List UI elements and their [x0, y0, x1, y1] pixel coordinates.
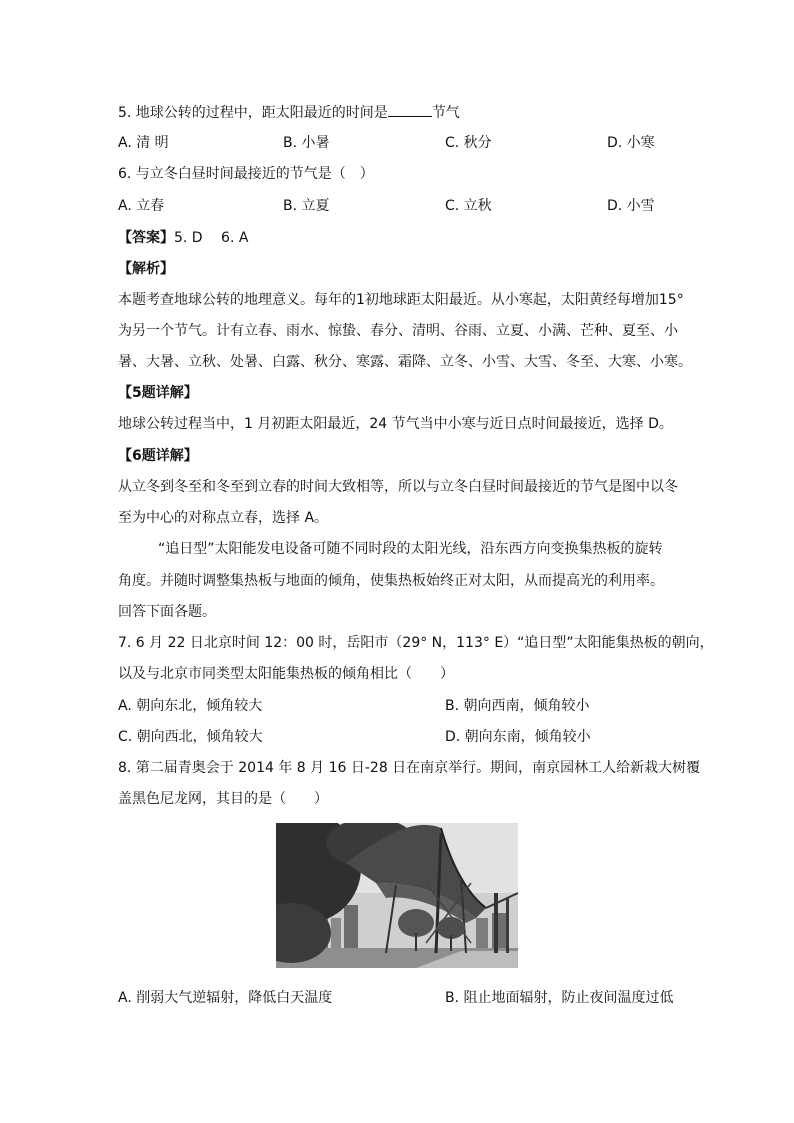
analysis-line: 为另一个节气。计有立春、雨水、惊蛰、春分、清明、谷雨、立夏、小满、芒种、夏至、小	[118, 323, 678, 339]
detail6-line: 从立冬到冬至和冬至到立春的时间大致相等，所以与立冬白昼时间最接近的节气是图中以冬	[118, 479, 678, 495]
q7-option-d: D. 朝向东南，倾角较小	[445, 729, 591, 745]
q8-option-b: B. 阻止地面辐射，防止夜间温度过低	[445, 990, 674, 1006]
passage-line: “追日型”太阳能发电设备可随不同时段的太阳光线，沿东西方向变换集热板的旋转	[158, 541, 663, 557]
q6-option-b: B. 立夏	[283, 198, 330, 214]
q6-option-c: C. 立秋	[445, 198, 492, 214]
answer-text: 5. D 6. A	[174, 230, 249, 246]
q7-option-c: C. 朝向西北，倾角较大	[118, 729, 263, 745]
q8-stem-line: 盖黑色尼龙网，其目的是（ ）	[118, 791, 328, 807]
detail6-heading: 【6题详解】	[118, 448, 198, 464]
passage-line: 回答下面各题。	[118, 604, 216, 620]
q7-stem-line: 7. 6 月 22 日北京时间 12：00 时，岳阳市（29° N，113° E）“追日型”太阳能集热板的朝向，	[118, 635, 714, 651]
q8-option-a: A. 削弱大气逆辐射，降低白天温度	[118, 990, 333, 1006]
q6-option-d: D. 小雪	[607, 198, 655, 214]
analysis-line: 本题考查地球公转的地理意义。每年的1初地球距太阳最近。从小寒起，太阳黄经每增加15°	[118, 292, 684, 308]
q5-answer-blank	[388, 102, 432, 117]
q5-stem	[118, 102, 460, 123]
q5-option-b: B. 小暑	[283, 135, 330, 151]
detail5-text: 地球公转过程当中，1 月初距太阳最近，24 节气当中小寒与近日点时间最接近，选择 D。	[118, 416, 673, 432]
q5-stem-suffix: 节气	[431, 105, 460, 121]
nylon-net-photo-graphic	[276, 823, 518, 968]
passage-line: 角度。并随时调整集热板与地面的倾角，使集热板始终正对太阳，从而提高光的利用率。	[118, 573, 664, 589]
detail6-line: 至为中心的对称点立春，选择 A。	[118, 510, 329, 526]
answer-label: 【答案】	[118, 230, 174, 246]
q5-option-d: D. 小寒	[607, 135, 655, 151]
q5-option-c: C. 秋分	[445, 135, 492, 151]
q7-option-a: A. 朝向东北，倾角较大	[118, 698, 263, 714]
q7-stem-line: 以及与北京市同类型太阳能集热板的倾角相比（ ）	[118, 666, 454, 682]
analysis-line: 暑、大暑、立秋、处暑、白露、秋分、寒露、霜降、立冬、小雪、大雪、冬至、大寒、小寒。	[118, 354, 692, 370]
nylon-net-photo	[276, 823, 518, 968]
q8-stem-line: 8. 第二届青奥会于 2014 年 8 月 16 日-28 日在南京举行。期间，南京园林工人给新栽大树覆	[118, 760, 701, 776]
q5-option-a: A. 清 明	[118, 135, 169, 151]
detail5-heading: 【5题详解】	[118, 385, 198, 401]
q6-option-a: A. 立春	[118, 198, 165, 214]
q6-stem: 6. 与立冬白昼时间最接近的节气是（ ）	[118, 166, 374, 182]
q5-stem-text: 5. 地球公转的过程中，距太阳最近的时间是	[118, 105, 388, 121]
q7-option-b: B. 朝向西南，倾角较小	[445, 698, 590, 714]
answer-line	[118, 228, 248, 248]
analysis-heading: 【解析】	[118, 261, 174, 277]
